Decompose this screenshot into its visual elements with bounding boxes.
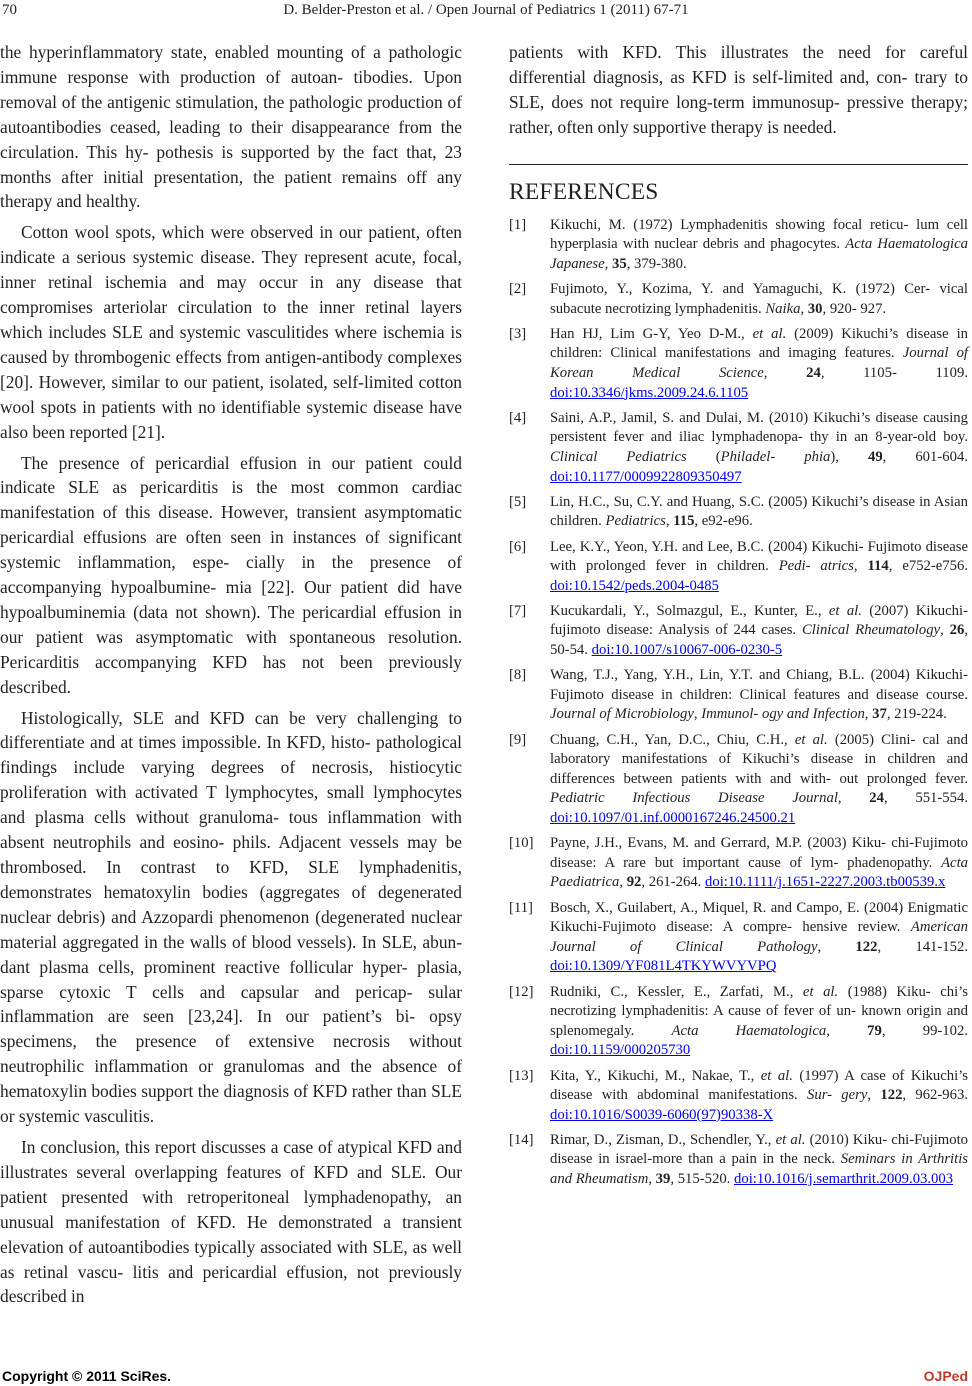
reference-number: [4] bbox=[509, 409, 527, 426]
page-footer bbox=[0, 1368, 972, 1386]
running-title: D. Belder-Preston et al. / Open Journal of Pediatrics 1 (2011) 67-71 bbox=[283, 2, 689, 18]
reference-text-segment: , bbox=[864, 706, 873, 723]
reference-number: [5] bbox=[509, 493, 527, 510]
reference-text-segment: , bbox=[940, 622, 950, 639]
reference-italic-text: Philadel- phia bbox=[720, 448, 831, 465]
reference-text-segment: , 261-264. bbox=[641, 874, 706, 891]
reference-volume: 115 bbox=[673, 513, 695, 530]
reference-text bbox=[550, 603, 968, 658]
reference-text-segment: Kikuchi, M. (1972) Lymphadenitis showing focal reticu- lum cell hyperplasia with nuclear debris and phagocytes. bbox=[550, 216, 968, 253]
right-column bbox=[509, 40, 968, 1195]
reference-item bbox=[509, 1131, 968, 1190]
doi-link[interactable]: doi:10.1309/YF081L4TKYWVYVPQ bbox=[550, 958, 777, 975]
reference-italic-text: et al. bbox=[775, 1131, 806, 1148]
body-paragraph: Cotton wool spots, which were observed in our patient, often indicate a serious systemic disease. They represent acute, focal, inner retinal ischemia and may occur in any disease that compromises arteriolar circulation to the inner retinal layers which includes SLE and systemic vasculitides where ischemia is caused by thrombogenic effects from antigen-antibody complexes [20]. However, similar to our patient, isolated, self-limited cotton wool spots in patients with no identifiable systemic disease have also been reported [21]. bbox=[0, 222, 462, 442]
reference-italic-text: Clinical Rheumatology bbox=[802, 622, 941, 639]
reference-number: [8] bbox=[509, 667, 527, 684]
body-paragraph: the hyperinflammatory state, enabled mounting of a pathologic immune response with production of autoan- tibodies. Upon removal of the antigenic stimulation, the pathologic production of autoantibodies ceased, leading to their disappearance from the circulation. This hy- pothesis is supported by the fact that, 23 months after initial presentation, the patient remains off any therapy and healthy. bbox=[0, 42, 462, 212]
reference-text-segment: (2007) Kikuchi-fujimoto disease: Analysis of 244 cases. bbox=[550, 602, 968, 639]
copyright-notice: Copyright © 2011 SciRes. bbox=[2, 1368, 172, 1384]
reference-text-segment: , e92-e96. bbox=[694, 513, 753, 530]
reference-text-segment: (2005) Clini- cal and laboratory manifestations of Kikuchi’s disease in children and differences between patients with and with- out prolonged fever. bbox=[550, 731, 968, 787]
reference-italic-text: American Journal of Clinical Pathology bbox=[550, 919, 968, 955]
doi-link[interactable]: doi:10.1007/s10067-006-0230-5 bbox=[591, 642, 783, 659]
reference-text-segment: , bbox=[800, 300, 808, 317]
reference-italic-text: Immunol- ogy and Infection bbox=[701, 706, 865, 723]
reference-item bbox=[509, 538, 968, 597]
doi-link[interactable]: doi:10.1111/j.1651-2227.2003.tb00539.x bbox=[705, 874, 946, 891]
page-header bbox=[0, 0, 972, 24]
reference-italic-text: et al. bbox=[752, 325, 787, 342]
reference-list bbox=[509, 216, 968, 1190]
reference-italic-text: et al. bbox=[802, 983, 839, 1000]
references-heading: REFERENCES bbox=[509, 178, 659, 205]
reference-italic-text: et al. bbox=[828, 602, 862, 619]
reference-volume: 37 bbox=[872, 706, 887, 723]
doi-link[interactable]: doi:10.1159/000205730 bbox=[550, 1042, 691, 1059]
reference-text-segment: Wang, T.J., Yang, Y.H., Lin, Y.T. and Chiang, B.L. (2004) Kikuchi-Fujimoto disease in children: Clinical features and disease course. bbox=[550, 667, 968, 703]
reference-number: [11] bbox=[509, 899, 533, 916]
reference-text-segment: Saini, A.P., Jamil, S. and Dulai, M. (2010) Kikuchi’s disease causing persistent fever and iliac lymphadenopa- thy in an 8-year-old boy. bbox=[550, 409, 968, 446]
reference-text-segment: , bbox=[693, 706, 702, 723]
reference-item bbox=[509, 983, 968, 1061]
reference-text-segment: , 551-554. bbox=[883, 790, 968, 807]
reference-text-segment: ( bbox=[686, 448, 721, 465]
reference-text-segment: , 99-102. bbox=[881, 1022, 969, 1039]
reference-italic-text: Pedi- atrics bbox=[778, 558, 854, 575]
reference-text-segment: , 379-380. bbox=[626, 255, 687, 272]
doi-link[interactable]: doi:10.3346/jkms.2009.24.6.1105 bbox=[550, 384, 749, 401]
reference-text-segment: , bbox=[763, 364, 807, 381]
reference-italic-text: Journal of Korean Medical Science bbox=[550, 345, 968, 381]
reference-text bbox=[550, 281, 968, 317]
body-paragraph: patients with KFD. This illustrates the need for careful differential diagnosis, as KFD is self-limited and, con- trary to SLE, does not require long-term immunosup- pressive therapy; rather, often only supportive therapy is needed. bbox=[509, 42, 968, 137]
reference-text-segment: , bbox=[867, 1087, 881, 1104]
reference-text bbox=[550, 1132, 968, 1187]
page-number: 70 bbox=[2, 2, 17, 18]
reference-volume: 24 bbox=[869, 790, 884, 807]
reference-text-segment: , 920- 927. bbox=[822, 300, 887, 317]
reference-item bbox=[509, 731, 968, 829]
reference-text-segment: Rimar, D., Zisman, D., Schendler, Y., bbox=[550, 1131, 776, 1148]
reference-item bbox=[509, 1067, 968, 1126]
reference-text-segment: Rudniki, C., Kessler, E., Zarfati, M., bbox=[550, 983, 803, 1000]
reference-italic-text: et al. bbox=[760, 1067, 793, 1084]
reference-number: [7] bbox=[509, 602, 527, 619]
reference-item bbox=[509, 280, 968, 319]
reference-text-segment: Lee, K.Y., Yeon, Y.H. and Lee, B.C. (2004) Kikuchi- Fujimoto disease with prolonged fever in children. bbox=[550, 538, 968, 575]
reference-volume: 114 bbox=[867, 558, 889, 575]
reference-italic-text: Sur- gery bbox=[807, 1087, 868, 1104]
reference-italic-text: Acta Paediatrica bbox=[550, 854, 968, 891]
reference-volume: 49 bbox=[867, 448, 883, 465]
reference-text-segment: Bosch, X., Guilabert, A., Miquel, R. and Campo, E. (2004) Enigmatic Kikuchi-Fujimoto disease: A compre- hensive review. bbox=[550, 899, 968, 936]
section-divider bbox=[509, 164, 968, 165]
reference-italic-text: Journal of Microbiology bbox=[550, 706, 694, 723]
reference-number: [3] bbox=[509, 325, 527, 342]
body-paragraph: The presence of pericardial effusion in our patient could indicate SLE as pericarditis is the most common cardiac manifestation of this disease. However, transient asymptomatic pericardial effusions are often seen in instances of significant systemic inflammation, espe- cially in the presence of accompanying hypoalbumine- mia [22]. Our patient did have hypoalbuminemia (data not shown). The pericardial effusion in our patient was asymptomatic with spontaneous resolution. Pericarditis accompanying KFD has not been previously described. bbox=[0, 452, 462, 697]
reference-text-segment: , 601-604. bbox=[882, 448, 968, 465]
reference-text-segment: , bbox=[837, 790, 870, 807]
reference-text-segment: , 515-520. bbox=[670, 1171, 735, 1188]
left-column bbox=[0, 40, 462, 1309]
reference-volume: 24 bbox=[806, 364, 821, 381]
reference-text-segment: Fujimoto, Y., Kozima, Y. and Yamaguchi, K. (1972) Cer- vical subacute necrotizing lymphadenitis. bbox=[550, 281, 968, 317]
reference-item bbox=[509, 834, 968, 893]
reference-text-segment: , 962-963. bbox=[902, 1087, 968, 1104]
reference-text bbox=[550, 494, 968, 530]
reference-item bbox=[509, 325, 968, 403]
reference-text bbox=[550, 539, 968, 594]
reference-number: [9] bbox=[509, 731, 527, 748]
reference-italic-text: Pediatrics bbox=[605, 513, 666, 530]
reference-text-segment: , 1105- 1109. bbox=[820, 364, 969, 381]
reference-italic-text: et al. bbox=[794, 731, 828, 748]
reference-text bbox=[550, 667, 968, 722]
body-paragraph: In conclusion, this report discusses a case of atypical KFD and illustrates several overlapping features of KFD and SLE. Our patient presented with retroperitoneal lymphadenopathy, an unusual manifestation of KFD. He demonstrated a transient elevation of autoantibodies typically associated with SLE, as well as retinal vascu- litis and pericardial effusion, not previously described in bbox=[0, 1136, 462, 1307]
reference-item bbox=[509, 409, 968, 487]
reference-text bbox=[550, 326, 968, 401]
body-paragraph: Histologically, SLE and KFD can be very challenging to differentiate and at times impossible. In KFD, histo- pathological findings include varying degrees of necrosis, histiocytic proliferation with activated T lymphocytes, small lymphocytes and plasma cells without granuloma- tous inflammation with absent neutrophils and eosino- phils. Adjacent vessels may be thrombosed. In contrast to KFD, SLE lymphadenitis, demonstrates hematoxylin bodies (aggregates of degenerated nuclear debris) and Azzopardi phenomenon (degenerated nuclear material aggregated in the walls of blood vessels). In SLE, abun- dant plasma cells, prominent reactive follicular hyper- plasia, sparse cytoxic T cells and capsular and pericap- sular inflammation are seen [23,24]. In our patient’s bi- opsy specimens, the presence of extensive necrosis without neutrophilic inflammation or granulomas and the absence of hematoxylin bodies support the diagnosis of KFD rather than SLE or systemic vasculitis. bbox=[0, 707, 462, 1127]
reference-volume: 26 bbox=[949, 622, 965, 639]
reference-italic-text: Seminars in Arthritis and Rheumatism bbox=[550, 1151, 968, 1188]
reference-text-segment: (2009) Kikuchi’s disease in children: Clinical manifestations and imaging features. bbox=[550, 325, 968, 362]
reference-number: [10] bbox=[509, 835, 534, 852]
reference-italic-text: Acta Haematologica bbox=[671, 1022, 827, 1039]
reference-text-segment: , 50-54. bbox=[550, 622, 969, 659]
reference-number: [1] bbox=[509, 216, 527, 233]
reference-text bbox=[550, 900, 968, 975]
reference-number: [6] bbox=[509, 538, 527, 555]
reference-text-segment: Kita, Y., Kikuchi, M., Nakae, T., bbox=[550, 1067, 761, 1084]
reference-text bbox=[550, 732, 968, 826]
reference-italic-text: Pediatric Infectious Disease Journal bbox=[550, 790, 838, 807]
reference-text-segment: Lin, H.C., Su, C.Y. and Huang, S.C. (2005) Kikuchi’s disease in Asian children. bbox=[550, 493, 968, 530]
reference-text-segment: , bbox=[648, 1171, 656, 1188]
reference-text-segment: , 141-152. bbox=[877, 938, 968, 955]
reference-text bbox=[550, 1068, 968, 1123]
reference-item bbox=[509, 493, 968, 532]
reference-volume: 79 bbox=[867, 1022, 882, 1039]
reference-volume: 30 bbox=[807, 300, 823, 317]
reference-volume: 92 bbox=[626, 874, 642, 891]
reference-text bbox=[550, 410, 968, 485]
reference-item bbox=[509, 666, 968, 725]
reference-text bbox=[550, 217, 968, 272]
reference-text-segment: Payne, J.H., Evans, M. and Gerrard, M.P. (2003) Kiku- chi-Fujimoto disease: A rare but important cause of lym- phadenopathy. bbox=[550, 835, 968, 871]
journal-abbreviation: OJPed bbox=[923, 1368, 968, 1384]
reference-text-segment: , bbox=[853, 558, 868, 575]
reference-volume: 122 bbox=[855, 938, 878, 955]
reference-text-segment: , e752-e756. bbox=[888, 558, 968, 575]
reference-item bbox=[509, 216, 968, 275]
reference-volume: 39 bbox=[655, 1171, 671, 1188]
reference-number: [12] bbox=[509, 983, 534, 1000]
doi-link[interactable]: doi:10.1542/peds.2004-0485 bbox=[550, 577, 719, 594]
reference-volume: 122 bbox=[880, 1087, 903, 1104]
reference-text-segment: (1988) Kiku- chi’s necrotizing lymphadenitis: A cause of fever of un- known origin and splenomegaly. bbox=[550, 983, 968, 1039]
reference-text bbox=[550, 835, 968, 890]
reference-text-segment: , bbox=[665, 513, 674, 530]
reference-text-segment: (2010) Kiku- chi-Fujimoto disease in israel-more than a pain in the neck. bbox=[550, 1131, 969, 1168]
reference-text-segment: Han HJ, Lim G-Y, Yeo D-M., bbox=[550, 325, 753, 342]
reference-italic-text: Acta Haematologica Japanese bbox=[550, 236, 968, 272]
reference-number: [14] bbox=[509, 1131, 534, 1148]
doi-link[interactable]: doi:10.1177/0009922809350497 bbox=[550, 468, 742, 485]
reference-item bbox=[509, 602, 968, 661]
reference-number: [2] bbox=[509, 281, 527, 297]
doi-link[interactable]: doi:10.1016/S0039-6060(97)90338-X bbox=[550, 1106, 774, 1123]
reference-text-segment: Kucukardali, Y., Solmazgul, E., Kunter, E., bbox=[550, 602, 829, 619]
reference-text-segment: , bbox=[826, 1022, 868, 1039]
reference-italic-text: Naika bbox=[765, 300, 801, 317]
reference-text-segment: (1997) A case of Kikuchi’s disease with abdominal manifestations. bbox=[550, 1067, 968, 1104]
doi-link[interactable]: doi:10.1097/01.inf.0000167246.24500.21 bbox=[550, 810, 796, 826]
reference-number: [13] bbox=[509, 1067, 534, 1084]
reference-italic-text: Clinical Pediatrics bbox=[550, 448, 687, 465]
reference-text-segment: ), bbox=[830, 448, 868, 465]
reference-text bbox=[550, 984, 968, 1059]
reference-volume: 35 bbox=[612, 255, 627, 272]
doi-link[interactable]: doi:10.1016/j.semarthrit.2009.03.003 bbox=[734, 1171, 954, 1188]
reference-text-segment: Chuang, C.H., Yan, D.C., Chiu, C.H., bbox=[550, 731, 795, 748]
reference-item bbox=[509, 899, 968, 977]
reference-text-segment: , 219-224. bbox=[886, 706, 947, 723]
reference-text-segment: , bbox=[604, 255, 612, 272]
reference-text-segment: , bbox=[817, 938, 856, 955]
reference-text-segment: , bbox=[619, 874, 627, 891]
